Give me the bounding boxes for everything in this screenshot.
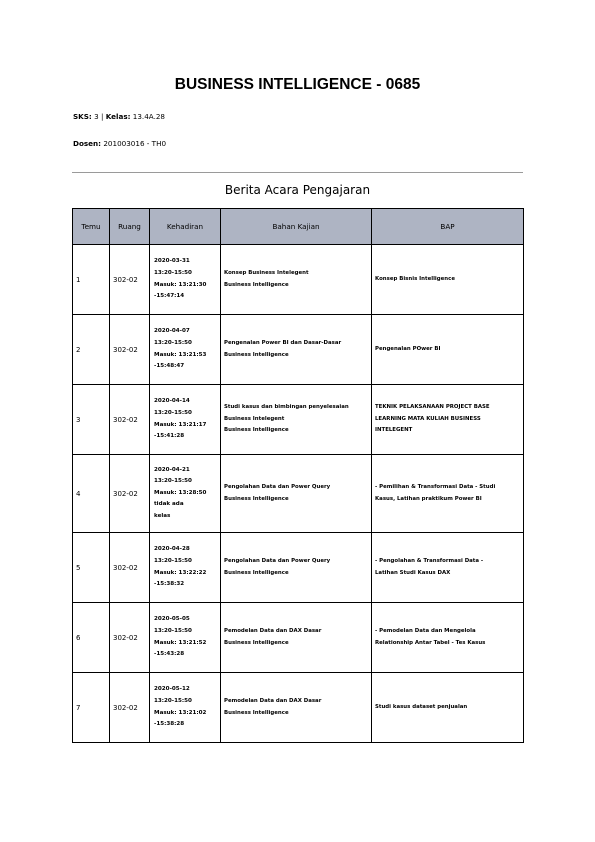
cell-bap: TEKNIK PELAKSANAAN PROJECT BASE LEARNING MATA KULIAH BUSINESS INTELEGENT xyxy=(372,385,524,455)
section-title: Berita Acara Pengajaran xyxy=(224,183,371,197)
cell-bahan-kajian: Pengenalan Power BI dan Dasar-Dasar Business Intelligence xyxy=(221,315,372,385)
divider xyxy=(72,172,523,173)
cell-ruang: 302-02 xyxy=(110,385,150,455)
lecturer-info-line xyxy=(73,139,166,148)
cell-bahan-kajian: Pemodelan Data dan DAX Dasar Business Intelligence xyxy=(221,603,372,673)
cell-temu: 7 xyxy=(73,673,110,743)
header-bahan-kajian: Bahan Kajian xyxy=(221,209,372,245)
dosen-label: Dosen: xyxy=(73,139,102,148)
cell-temu: 6 xyxy=(73,603,110,673)
cell-ruang: 302-02 xyxy=(110,245,150,315)
table-row xyxy=(73,245,524,315)
table-row xyxy=(73,315,524,385)
cell-kehadiran: 2020-04-07 13:20-15:50 Masuk: 13:21:53 -15:48:47 xyxy=(150,315,221,385)
cell-ruang: 302-02 xyxy=(110,673,150,743)
cell-kehadiran: 2020-04-21 13:20-15:50 Masuk: 13:28:50 tidak ada kelas xyxy=(150,455,221,533)
cell-bahan-kajian: Pengolahan Data dan Power Query Business Intelligence xyxy=(221,455,372,533)
table-row xyxy=(73,603,524,673)
table-row xyxy=(73,673,524,743)
cell-temu: 5 xyxy=(73,533,110,603)
cell-bap: Pengenalan POwer BI xyxy=(372,315,524,385)
cell-kehadiran: 2020-05-05 13:20-15:50 Masuk: 13:21:52 -15:43:28 xyxy=(150,603,221,673)
cell-kehadiran: 2020-05-12 13:20-15:50 Masuk: 13:21:02 -15:38:28 xyxy=(150,673,221,743)
cell-ruang: 302-02 xyxy=(110,603,150,673)
cell-kehadiran: 2020-04-28 13:20-15:50 Masuk: 13:22:22 -15:38:32 xyxy=(150,533,221,603)
course-info-line xyxy=(73,112,165,121)
dosen-value: 201003016 - TH0 xyxy=(103,139,167,148)
cell-bap: Studi kasus dataset penjualan xyxy=(372,673,524,743)
kelas-value: 13.4A.28 xyxy=(132,112,166,121)
cell-bap: - Pengolahan & Transformasi Data - Latihan Studi Kasus DAX xyxy=(372,533,524,603)
page-title: BUSINESS INTELLIGENCE - 0685 xyxy=(174,76,421,93)
cell-ruang: 302-02 xyxy=(110,455,150,533)
cell-bap: - Pemodelan Data dan Mengelola Relationship Antar Tabel - Tes Kasus xyxy=(372,603,524,673)
kelas-label: Kelas: xyxy=(105,112,131,121)
table-header-row xyxy=(73,209,524,245)
cell-bahan-kajian: Studi kasus dan bimbingan penyelesaian Business Intelegent Business Intelligence xyxy=(221,385,372,455)
bap-table xyxy=(72,208,524,743)
header-bap: BAP xyxy=(372,209,524,245)
sks-value: 3 | xyxy=(94,112,106,121)
cell-bahan-kajian: Pengolahan Data dan Power Query Business Intelligence xyxy=(221,533,372,603)
cell-bahan-kajian: Pemodelan Data dan DAX Dasar Business Intelligence xyxy=(221,673,372,743)
header-temu: Temu xyxy=(73,209,110,245)
header-kehadiran: Kehadiran xyxy=(150,209,221,245)
cell-bap: - Pemilihan & Transformasi Data - Studi Kasus, Latihan praktikum Power BI xyxy=(372,455,524,533)
cell-ruang: 302-02 xyxy=(110,533,150,603)
cell-bap: Konsep Bisnis Intelligence xyxy=(372,245,524,315)
cell-temu: 2 xyxy=(73,315,110,385)
cell-kehadiran: 2020-04-14 13:20-15:50 Masuk: 13:21:17 -15:41:28 xyxy=(150,385,221,455)
cell-temu: 4 xyxy=(73,455,110,533)
cell-bahan-kajian: Konsep Business Intelegent Business Intelligence xyxy=(221,245,372,315)
sks-label: SKS: xyxy=(73,112,92,121)
cell-kehadiran: 2020-03-31 13:20-15:50 Masuk: 13:21:30 -15:47:14 xyxy=(150,245,221,315)
cell-ruang: 302-02 xyxy=(110,315,150,385)
table-row xyxy=(73,385,524,455)
table-row xyxy=(73,455,524,533)
cell-temu: 1 xyxy=(73,245,110,315)
table-row xyxy=(73,533,524,603)
cell-temu: 3 xyxy=(73,385,110,455)
header-ruang: Ruang xyxy=(110,209,150,245)
